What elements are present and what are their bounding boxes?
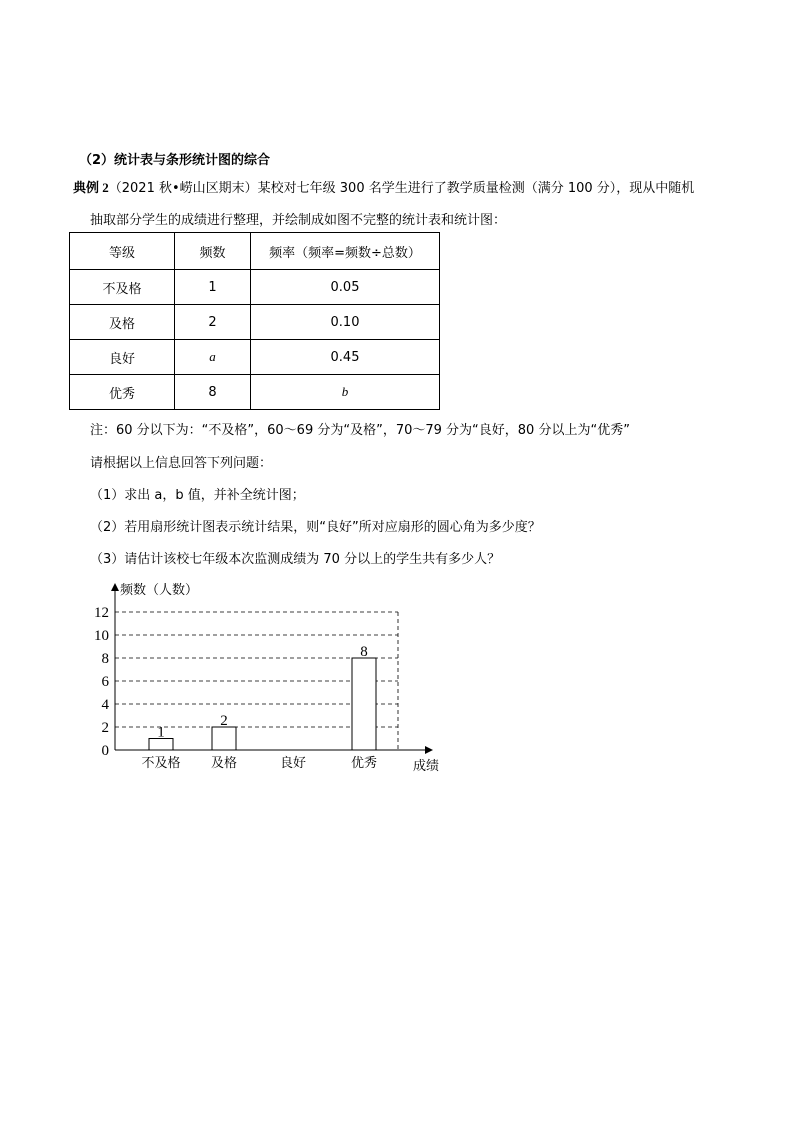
x-category-label: 及格 [210,756,238,771]
data-label: 2 [220,713,228,729]
question-3: （3）请估计该校七年级本次监测成绩为 70 分以上的学生共有多少人？ [90,552,501,567]
example-label: 典例 2 [73,180,109,195]
table-cell-count: 8 [175,375,251,410]
table-cell-grade: 优秀 [70,375,175,410]
bar [212,727,236,750]
y-tick-label: 2 [101,720,109,736]
table-cell-grade: 良好 [70,340,175,375]
table-cell-count: 1 [175,270,251,305]
table-header-freq: 频率（频率=频数÷总数） [251,233,440,270]
table-cell-freq: 0.05 [251,270,440,305]
x-axis-label: 成绩 [413,759,440,774]
bar [352,658,376,750]
data-label: 8 [360,644,368,660]
table-cell-freq: 0.45 [251,340,440,375]
y-tick-label: 12 [94,605,109,621]
x-category-label: 良好 [279,756,307,771]
table-cell-freq: 0.10 [251,305,440,340]
data-label: 1 [157,724,165,741]
y-tick-label: 8 [101,651,109,667]
table-cell-count: 2 [175,305,251,340]
question-2: （2）若用扇形统计图表示统计结果，则“良好”所对应扇形的圆心角为多少度？ [90,520,541,535]
question-1: （1）求出 a，b 值，并补全统计图； [90,488,305,503]
y-tick-label: 4 [101,697,109,713]
y-tick-label: 6 [101,674,109,690]
table-cell-count: a [175,340,251,375]
table-cell-grade: 及格 [70,305,175,340]
x-category-label: 不及格 [141,756,181,771]
y-tick-label: 10 [94,628,109,644]
y-axis-label: 频数（人数） [120,583,199,598]
table-header-count: 频数 [175,233,251,270]
x-category-label: 优秀 [350,756,378,771]
chart-labels [94,582,439,774]
table-cell-freq: b [251,375,440,410]
example-line-2: 抽取部分学生的成绩进行整理，并绘制成如图不完整的统计表和统计图： [90,213,507,228]
note: 注：60 分以下为：“不及格”，60～69 分为“及格”，70～79 分为“良好，80 分以上为“优秀” [90,423,630,438]
example-text-1: （2021 秋•崂山区期末）某校对七年级 300 名学生进行了教学质量检测（满分 100 分），现从中随机 [108,181,695,196]
table-cell-grade: 不及格 [70,270,175,305]
y-tick-label: 0 [101,743,109,759]
table-header-grade: 等级 [70,233,175,270]
prompt: 请根据以上信息回答下列问题： [90,456,273,471]
section-title: （2）统计表与条形统计图的综合 [79,153,271,168]
